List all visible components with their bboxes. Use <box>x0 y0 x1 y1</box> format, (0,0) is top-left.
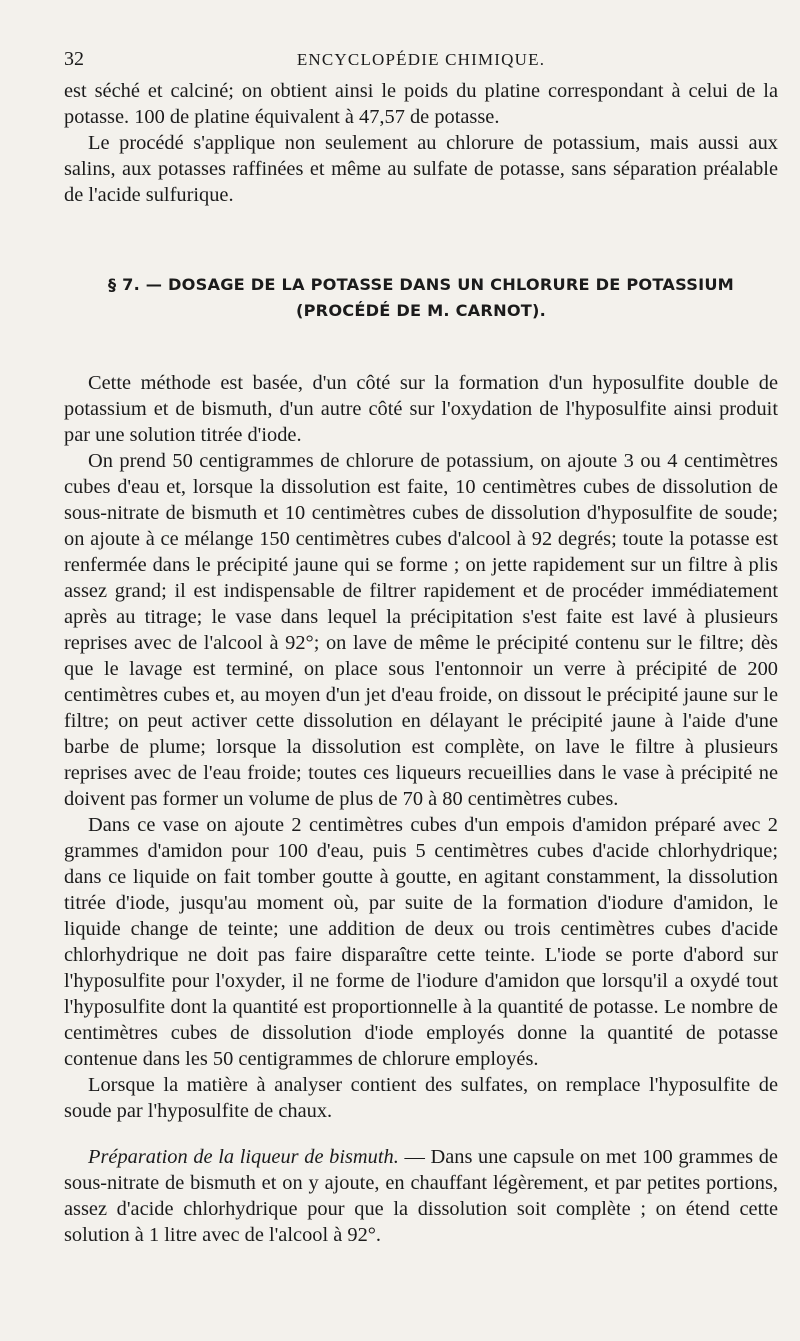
paragraph: Lorsque la matière à analyser contient des sulfates, on remplace l'hyposulfite de soude par l'hyposulfite de chaux. <box>64 1074 778 1122</box>
paragraph: On prend 50 centigrammes de chlorure de potassium, on ajoute 3 ou 4 centimètres cubes d'eau et, lorsque la dissolution est faite, 10 centimètres cubes de dissolution de sous-nitrate de bismuth et 10 centimètres cubes de dissolution d'hyposulfite de soude; on ajoute à ce mélange 150 centimètres cubes d'alcool à 92 degrés; toute la potasse est renfermée dans le précipité jaune qui se forme ; on jette rapidement sur un filtre à plis assez grand; il est indispensable de filtrer rapidement et de procéder immédiatement après au titrage; le vase dans lequel la précipitation s'est faite est lavé à plusieurs reprises avec de l'alcool à 92°; on lave de même le précipité contenu sur le filtre; dès que le lavage est terminé, on place sous l'entonnoir un verre à précipité de 200 centimètres cubes et, au moyen d'un jet d'eau froide, on dissout le précipité jaune sur le filtre; on peut activer cette dissolution en délayant le précipité jaune à l'aide d'une barbe de plume; lorsque la dissolution est complète, on lave le filtre à plusieurs reprises avec de l'eau froide; toutes ces liqueurs recueillies dans le vase à précipité ne doivent pas former un volume de plus de 70 à 80 centimètres cubes. <box>64 450 778 810</box>
paragraph: Cette méthode est basée, d'un côté sur la formation d'un hyposulfite double de potassium et de bismuth, d'un autre côté sur l'oxydation de l'hyposulfite ainsi produit par une solution titrée d'iode. <box>64 372 778 446</box>
page-header <box>64 48 778 78</box>
section-heading-line-1: § 7. — DOSAGE DE LA POTASSE DANS UN CHLORURE DE POTASSIUM <box>108 275 734 294</box>
preparation-title: Préparation de la liqueur de bismuth. <box>88 1146 399 1168</box>
section-heading-line-2: (PROCÉDÉ DE M. CARNOT). <box>296 301 546 320</box>
preparation-text: — Dans une capsule on met 100 grammes de sous-nitrate de bismuth et on y ajoute, en chauffant légèrement, et par petites portions, assez d'acide chlorhydrique pour que la dissolution soit complète ; on étend cette solution à 1 litre avec de l'alcool à 92°. <box>64 1146 778 1246</box>
paragraph: Le procédé s'applique non seulement au chlorure de potassium, mais aussi aux salins, aux potasses raffinées et même au sulfate de potasse, sans séparation préalable de l'acide sulfurique. <box>64 132 778 206</box>
paragraph-continued: est séché et calciné; on obtient ainsi le poids du platine correspondant à celui de la potasse. 100 de platine équivalent à 47,57 de potasse. <box>64 80 778 128</box>
paragraph: Dans ce vase on ajoute 2 centimètres cubes d'un empois d'amidon préparé avec 2 grammes d'amidon pour 100 d'eau, puis 5 centimètres cubes d'acide chlorhydrique; dans ce liquide on fait tomber goutte à goutte, en agitant constamment, la dissolution titrée d'iode, jusqu'au moment où, par suite de la formation d'iodure d'amidon, le liquide change de teinte; une addition de deux ou trois centimètres cubes d'acide chlorhydrique ne doit pas faire disparaître cette teinte. L'iode se porte d'abord sur l'hyposulfite pour l'oxyder, il ne forme de l'iodure d'amidon que lorsqu'il a oxydé tout l'hyposulfite dont la quantité est proportionnelle à la quantité de potasse. Le nombre de centimètres cubes de dissolution d'iode employés donne la quantité de potasse contenue dans les 50 centigrammes de chlorure employés. <box>64 814 778 1070</box>
running-title: ENCYCLOPÉDIE CHIMIQUE. <box>296 50 546 69</box>
page-body <box>64 78 778 1248</box>
spacer <box>64 1124 778 1144</box>
section-heading <box>64 272 778 324</box>
page-number: 32 <box>64 48 84 70</box>
preparation-paragraph <box>64 1144 778 1248</box>
